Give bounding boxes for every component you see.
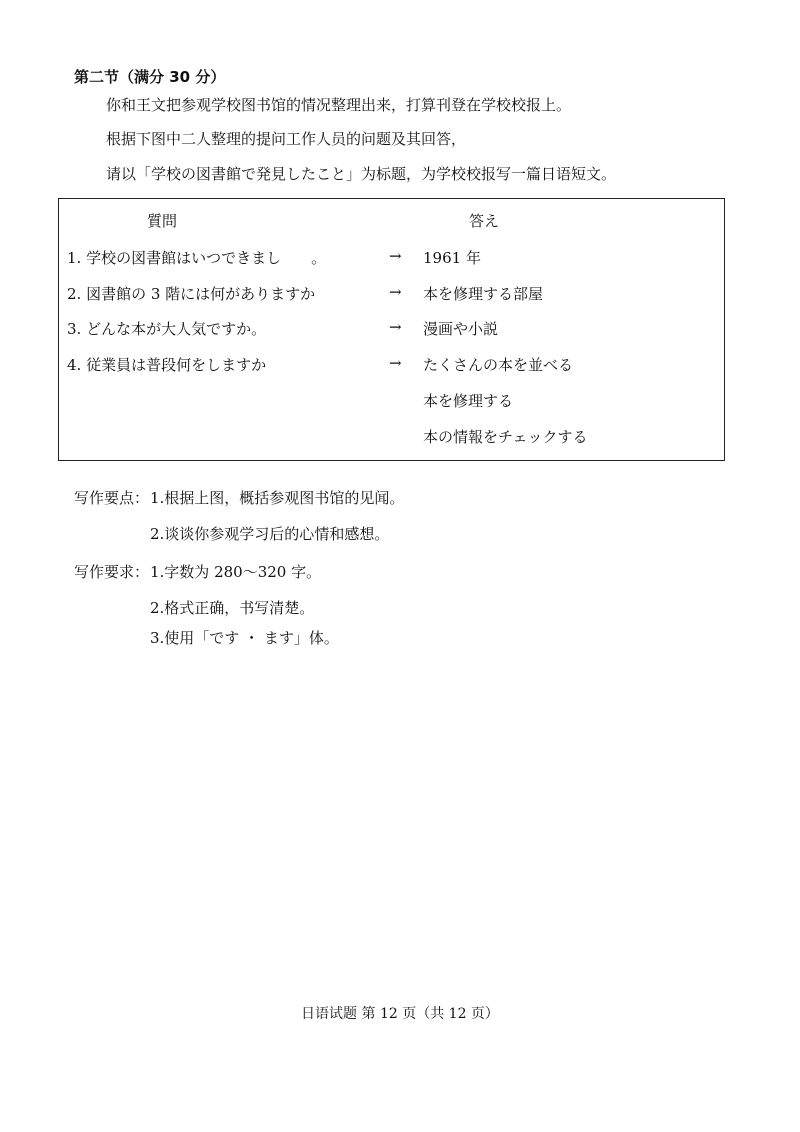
qa-row-4 <box>59 354 724 378</box>
answer-4-1: たくさんの本を並べる <box>423 356 574 374</box>
arrow-icon: → <box>389 354 402 372</box>
page-footer: 日语试题 第 12 页（共 12 页） <box>301 1006 499 1022</box>
qa-table-box <box>58 198 725 461</box>
writing-requirement-2: 2.格式正确，书写清楚。 <box>150 599 315 617</box>
qa-row-3 <box>59 318 724 342</box>
qa-row-4-continued-2 <box>59 426 724 450</box>
instruction-line-2: 根据下图中二人整理的提问工作人员的问题及其回答， <box>106 130 467 148</box>
question-2: 2. 図書館の 3 階には何がありますか <box>67 285 316 303</box>
qa-row-4-continued-1 <box>59 390 724 414</box>
writing-requirement-1: 1.字数为 280～320 字。 <box>150 563 322 581</box>
answer-1: 1961 年 <box>423 249 481 267</box>
answer-4-3: 本の情報をチェックする <box>423 428 588 446</box>
instruction-line-1: 你和王文把参观学校图书馆的情况整理出来，打算刊登在学校校报上。 <box>106 96 572 114</box>
writing-requirement-3: 3.使用「です ・ ます」体。 <box>150 629 339 647</box>
writing-requirements-label: 写作要求： <box>74 563 150 581</box>
answer-3: 漫画や小説 <box>423 320 499 338</box>
arrow-icon: → <box>389 283 402 301</box>
question-1: 1. 学校の図書館はいつできまし 。 <box>67 249 327 267</box>
answer-4-2: 本を修理する <box>423 392 514 410</box>
arrow-icon: → <box>389 318 402 336</box>
section-title: 第二节（满分 30 分） <box>74 68 226 86</box>
qa-row-2 <box>59 283 724 307</box>
writing-point-1: 1.根据上图，概括参观图书馆的见闻。 <box>150 489 405 507</box>
instruction-line-3: 请以「学校の図書館で発見したこと」为标题，为学校校报写一篇日语短文。 <box>106 165 617 183</box>
writing-point-2: 2.谈谈你参观学习后的心情和感想。 <box>150 525 390 543</box>
question-header: 質問 <box>147 212 178 230</box>
qa-row-1 <box>59 247 724 271</box>
answer-2: 本を修理する部屋 <box>423 285 544 303</box>
answer-header: 答え <box>469 212 500 230</box>
question-3: 3. どんな本が大人気ですか。 <box>67 320 267 338</box>
writing-points-label: 写作要点： <box>74 489 150 507</box>
question-4: 4. 従業員は普段何をしますか <box>67 356 267 374</box>
arrow-icon: → <box>389 247 402 265</box>
